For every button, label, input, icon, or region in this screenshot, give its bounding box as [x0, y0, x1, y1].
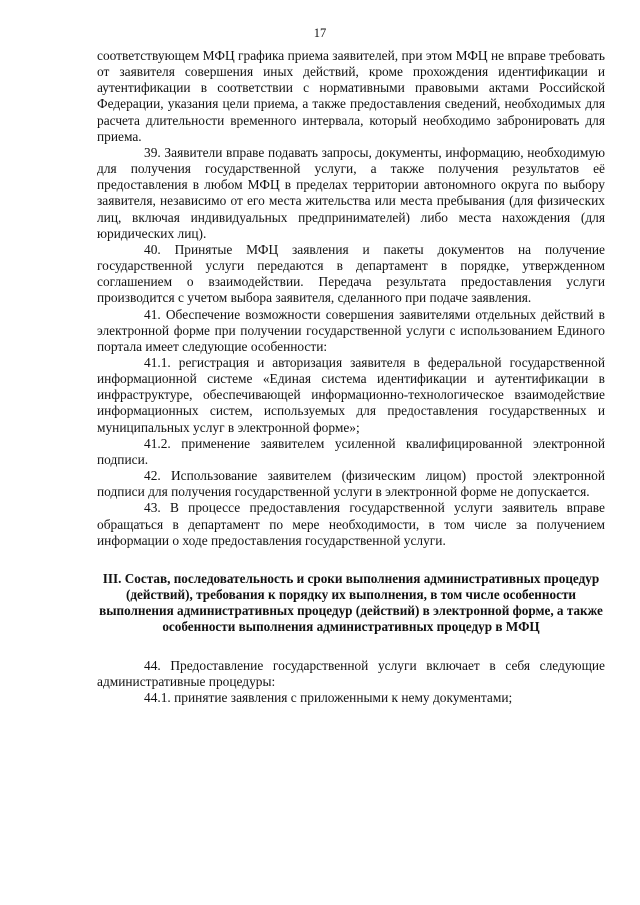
paragraph-42: 42. Использование заявителем (физическим лицом) простой электронной подписи для получения государственной услуги в электронной форме не допускается. — [97, 468, 605, 500]
paragraph-44: 44. Предоставление государственной услуги включает в себя следующие административные процедуры: — [97, 657, 605, 689]
spacer — [97, 635, 605, 658]
spacer — [97, 549, 605, 571]
paragraph-41: 41. Обеспечение возможности совершения заявителями отдельных действий в электронной форме при получении государственной услуги с использованием Единого портала имеет следующие особенности: — [97, 306, 605, 354]
paragraph-40: 40. Принятые МФЦ заявления и пакеты документов на получение государственной услуги передаются в департамент в порядке, утвержденном соглашением о взаимодействии. Передача результата предоставления услуги производится с учетом выбора заявителя, сделанного при подаче заявления. — [97, 241, 605, 306]
page-number: 17 — [313, 26, 327, 40]
paragraph-43: 43. В процессе предоставления государственной услуги заявитель вправе обращаться в департамент по мере необходимости, в том числе за получением информации о ходе предоставления государственной услуги. — [97, 500, 605, 548]
paragraph-41-2: 41.2. применение заявителем усиленной квалифицированной электронной подписи. — [97, 435, 605, 467]
document-body — [97, 48, 605, 706]
section-heading: III. Состав, последовательность и сроки выполнения административных процедур (действий), требования к порядку их выполнения, в том числе особенности выполнения административных процедур (действий) в электронной форме, а также особенности выполнения административных процедур в МФЦ — [99, 570, 603, 634]
paragraph-41-1: 41.1. регистрация и авторизация заявителя в федеральной государственной информационной системе «Единая система идентификации и аутентификации в инфраструктуре, обеспечивающей информационно-технологическое взаимодействие информационных систем, используемых для предоставления государственных и муниципальных услуг в электронной форме»; — [97, 354, 605, 435]
paragraph-continuation: соответствующем МФЦ графика приема заявителей, при этом МФЦ не вправе требовать от заявителя совершения иных действий, кроме прохождения идентификации и аутентификации в соответствии с нормативными правовыми актами Российской Федерации, указания цели приема, а также предоставления сведений, необходимых для расчета длительности временного интервала, который необходимо забронировать для приема. — [97, 48, 605, 144]
paragraph-39: 39. Заявители вправе подавать запросы, документы, информацию, необходимую для получения государственной услуги, а также получения результатов её предоставления в любом МФЦ в пределах территории автономного округа по выбору заявителя, независимо от его места жительства или места пребывания (для физических лиц, включая индивидуальных предпринимателей) либо места нахождения (для юридических лиц). — [97, 144, 605, 241]
paragraph-44-1: 44.1. принятие заявления с приложенными к нему документами; — [144, 690, 513, 706]
